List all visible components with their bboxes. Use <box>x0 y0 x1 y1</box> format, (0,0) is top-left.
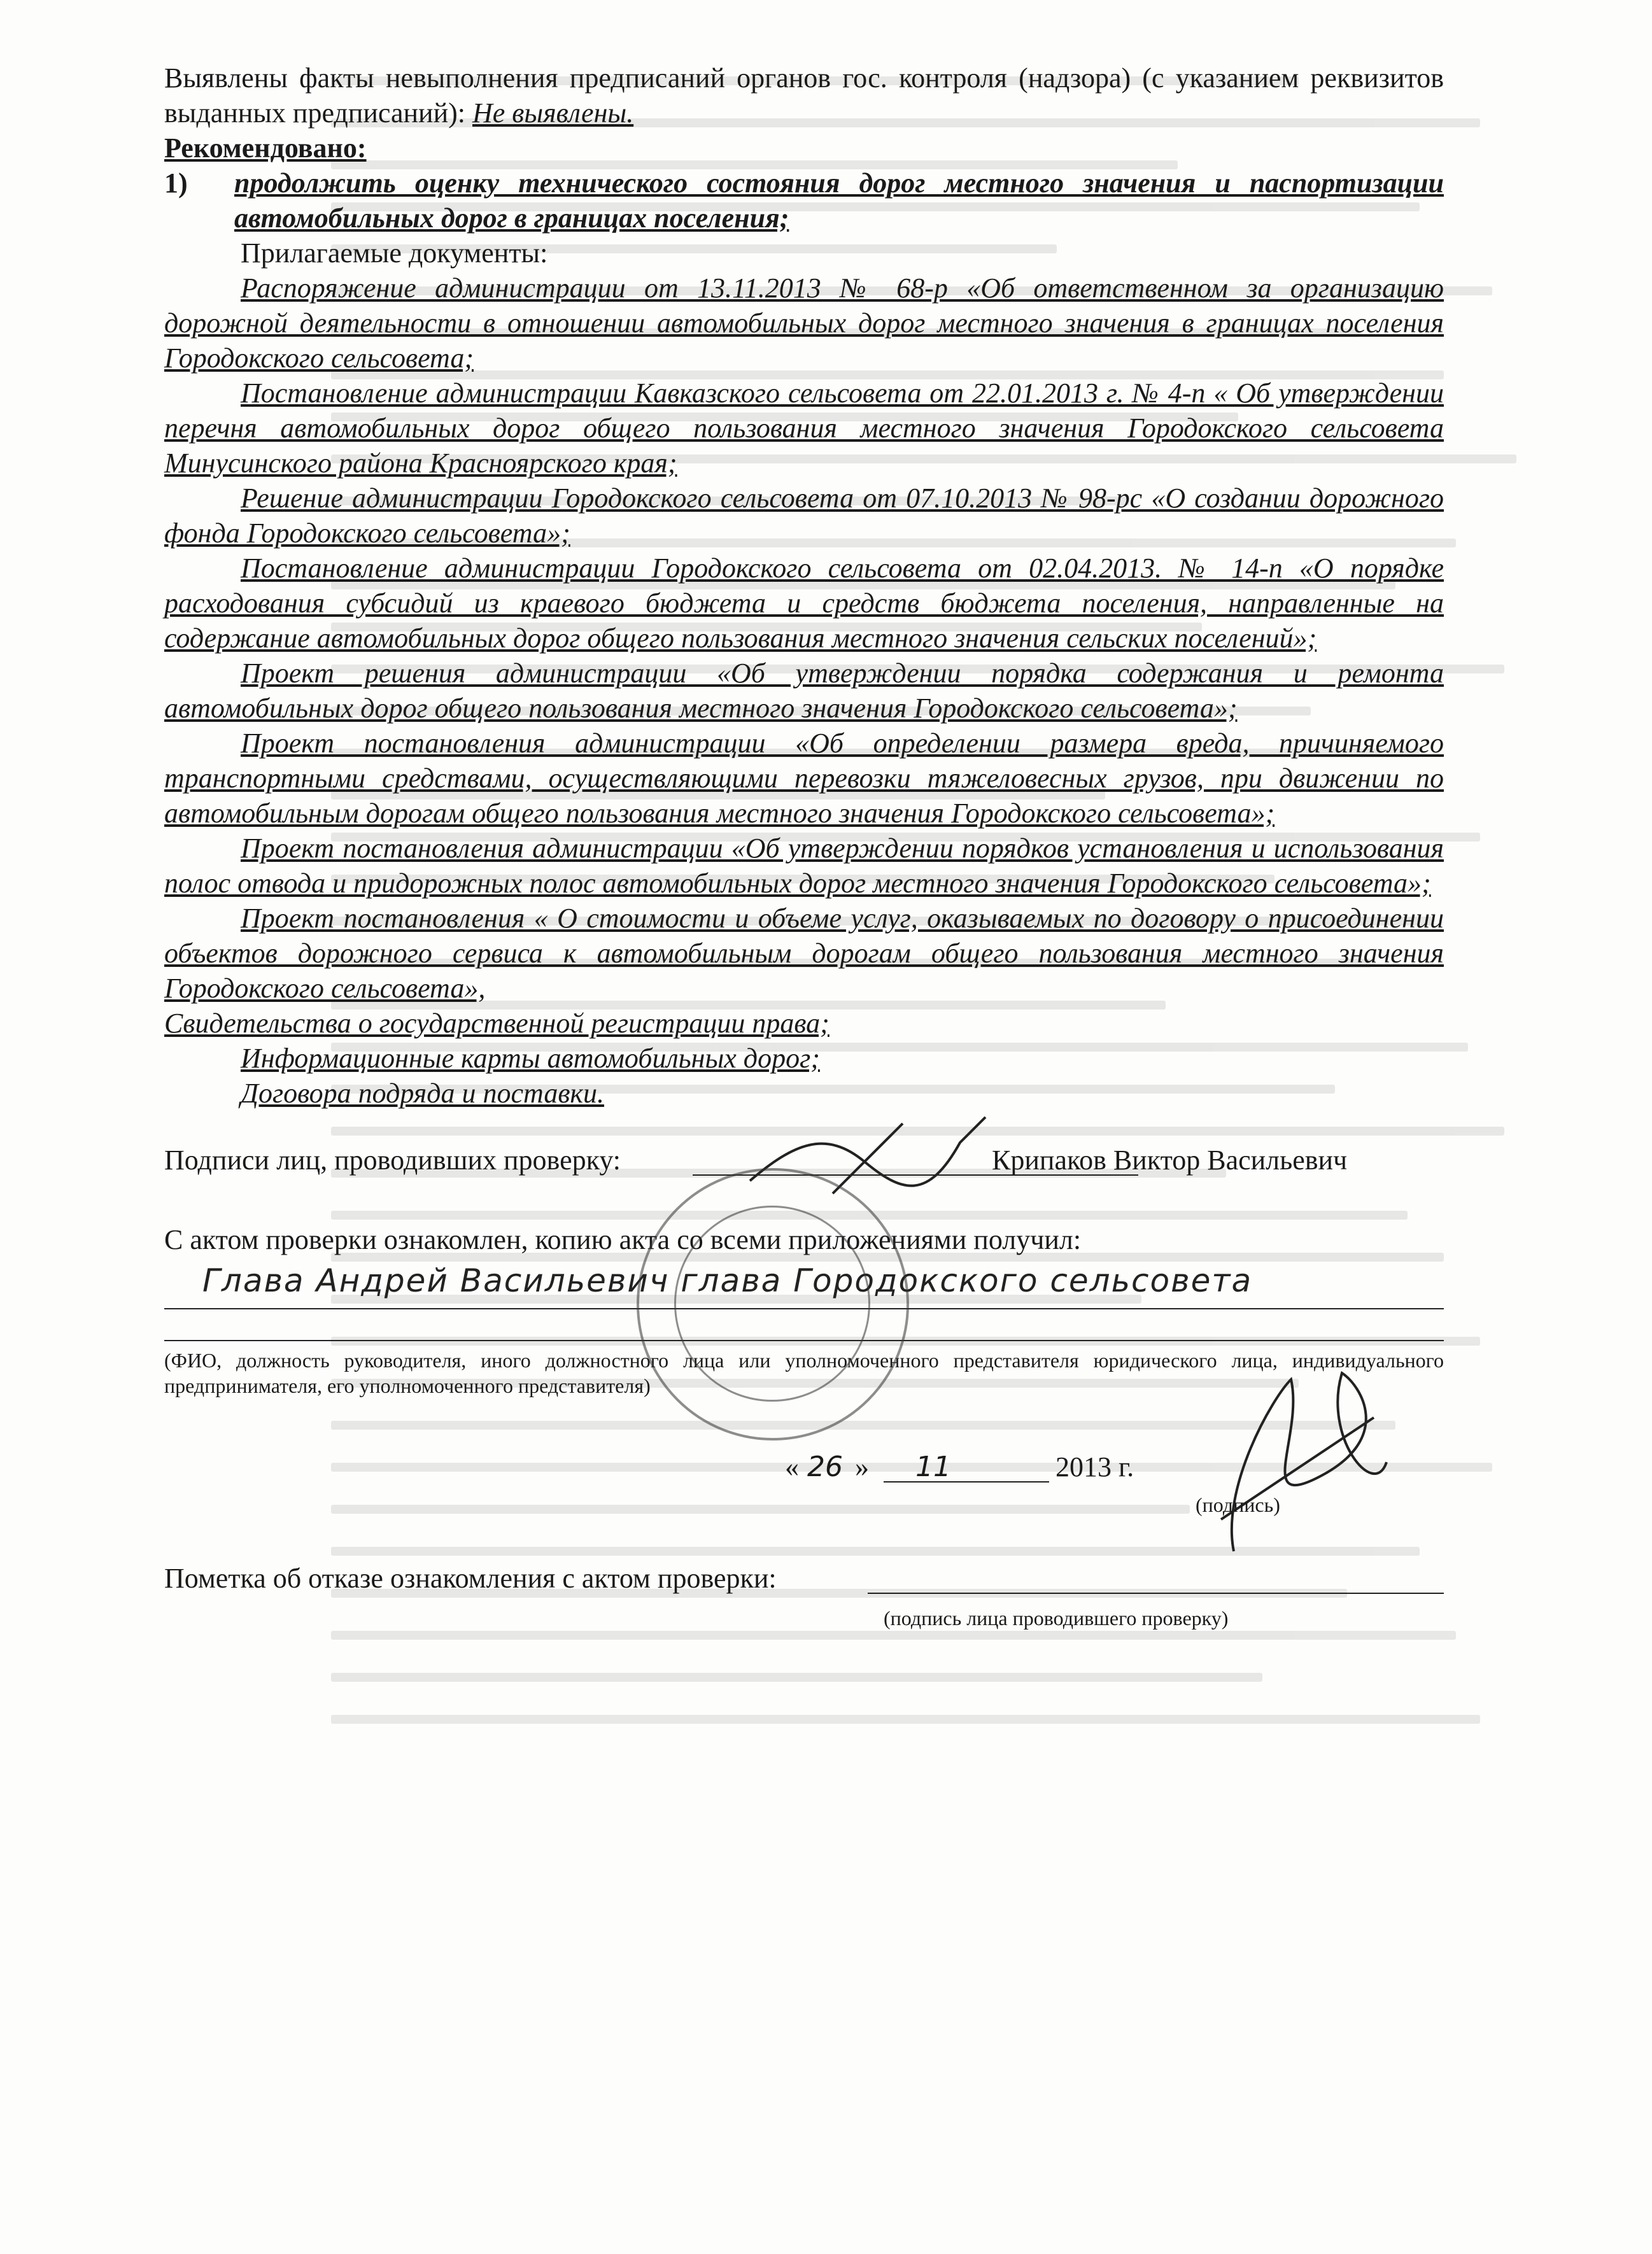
inspector-name: Крипаков Виктор Васильевич <box>992 1145 1348 1176</box>
sign-caption: (подпись) <box>1196 1493 1280 1516</box>
recommendation-number: 1) <box>164 167 188 199</box>
acquainted-label: С актом проверки ознакомлен, копию акта со всеми приложениями получил: <box>164 1224 1082 1255</box>
refusal-line <box>868 1593 1444 1594</box>
attachment-item: Договора подряда и поставки. <box>241 1078 605 1109</box>
attachment-item: Постановление администрации Городокского сельсовета от 02.04.2013. № 14-п «О порядке расходования субсидий из краевого бюджета и средств бюджета поселения, направленные на содержание автомобильных дорог общего пользования местного значения сельских поселений»; <box>164 553 1444 654</box>
attachment-item: Решение администрации Городокского сельсовета от 07.10.2013 № 98-рс «О создании дорожного фонда Городокского сельсовета»; <box>164 482 1444 549</box>
date-day: 26 <box>807 1451 843 1483</box>
date-year: 2013 г. <box>1055 1451 1134 1483</box>
recommendation-text: продолжить оценку технического состояния дорог местного значения и паспортизации автомобильных дорог в границах поселения; <box>234 167 1444 234</box>
attachment-item: Информационные карты автомобильных дорог; <box>241 1043 820 1074</box>
attachment-item: Проект постановления « О стоимости и объеме услуг, оказываемых по договору о присоединении объектов дорожного сервиса к автомобильным дорогам общего пользования местного значения Городокского сельсовета», <box>164 903 1444 1004</box>
inspectors-label: Подписи лиц, проводивших проверку: <box>164 1145 621 1176</box>
refusal-caption: (подпись лица проводившего проверку) <box>884 1607 1229 1630</box>
attachment-item: Проект постановления администрации «Об определении размера вреда, причиняемого транспортными средствами, осуществляющими перевозки тяжеловесных грузов, при движении по автомобильным дорогам общего пользования местного значения Городокского сельсовета»; <box>164 728 1444 829</box>
recommendation-item <box>164 166 1444 236</box>
attachment-item: Проект решения администрации «Об утверждении порядка содержания и ремонта автомобильных дорог общего пользования местного значения Городокского сельсовета»; <box>164 658 1444 724</box>
date-open-quote: « <box>785 1451 799 1483</box>
attachments-heading: Прилагаемые документы: <box>241 237 548 269</box>
fio-caption: (ФИО, должность руководителя, иного должностного лица или уполномоченного представителя юридического лица, индивидуального предпринимателя, его уполномоченного представителя) <box>164 1349 1444 1397</box>
recommended-heading: Рекомендовано: <box>164 132 367 164</box>
attachment-item: Проект постановления администрации «Об утверждении порядков установления и использования полос отвода и придорожных полос автомобильных дорог местного значения Городокского сельсовета»; <box>164 833 1444 899</box>
findings-paragraph <box>164 60 1444 130</box>
findings-value: Не выявлены. <box>472 97 634 129</box>
signature-scribble <box>1196 1360 1399 1570</box>
sign-caption-row <box>164 1488 1444 1516</box>
attachment-item: Распоряжение администрации от 13.11.2013 № 68-р «Об ответственном за организацию дорожной деятельности в отношении автомобильных дорог местного значения в границах поселения Городокского сельсовета; <box>164 272 1444 374</box>
findings-text: Выявлены факты невыполнения предписаний органов гос. контроля (надзора) (с указанием реквизитов выданных предписаний): <box>164 62 1444 129</box>
official-stamp <box>637 1168 909 1440</box>
date-row <box>164 1449 1444 1484</box>
refusal-row <box>164 1561 1444 1596</box>
date-month-line <box>884 1481 1049 1483</box>
date-month: 11 <box>915 1451 951 1483</box>
attachment-item: Свидетельства о государственной регистрации права; <box>164 1008 830 1039</box>
attachment-item: Постановление администрации Кавказского сельсовета от 22.01.2013 г. № 4-п « Об утверждении перечня автомобильных дорог общего пользования местного значения Городокского сельсовета Минусинского района Красноярского края; <box>164 377 1444 479</box>
handwritten-name-position: Глава Андрей Васильевич глава Городокского сельсовета <box>202 1262 1253 1299</box>
refusal-caption-row <box>164 1601 1444 1630</box>
refusal-label: Пометка об отказе ознакомления с актом проверки: <box>164 1563 777 1594</box>
date-close-quote: » <box>855 1451 869 1483</box>
